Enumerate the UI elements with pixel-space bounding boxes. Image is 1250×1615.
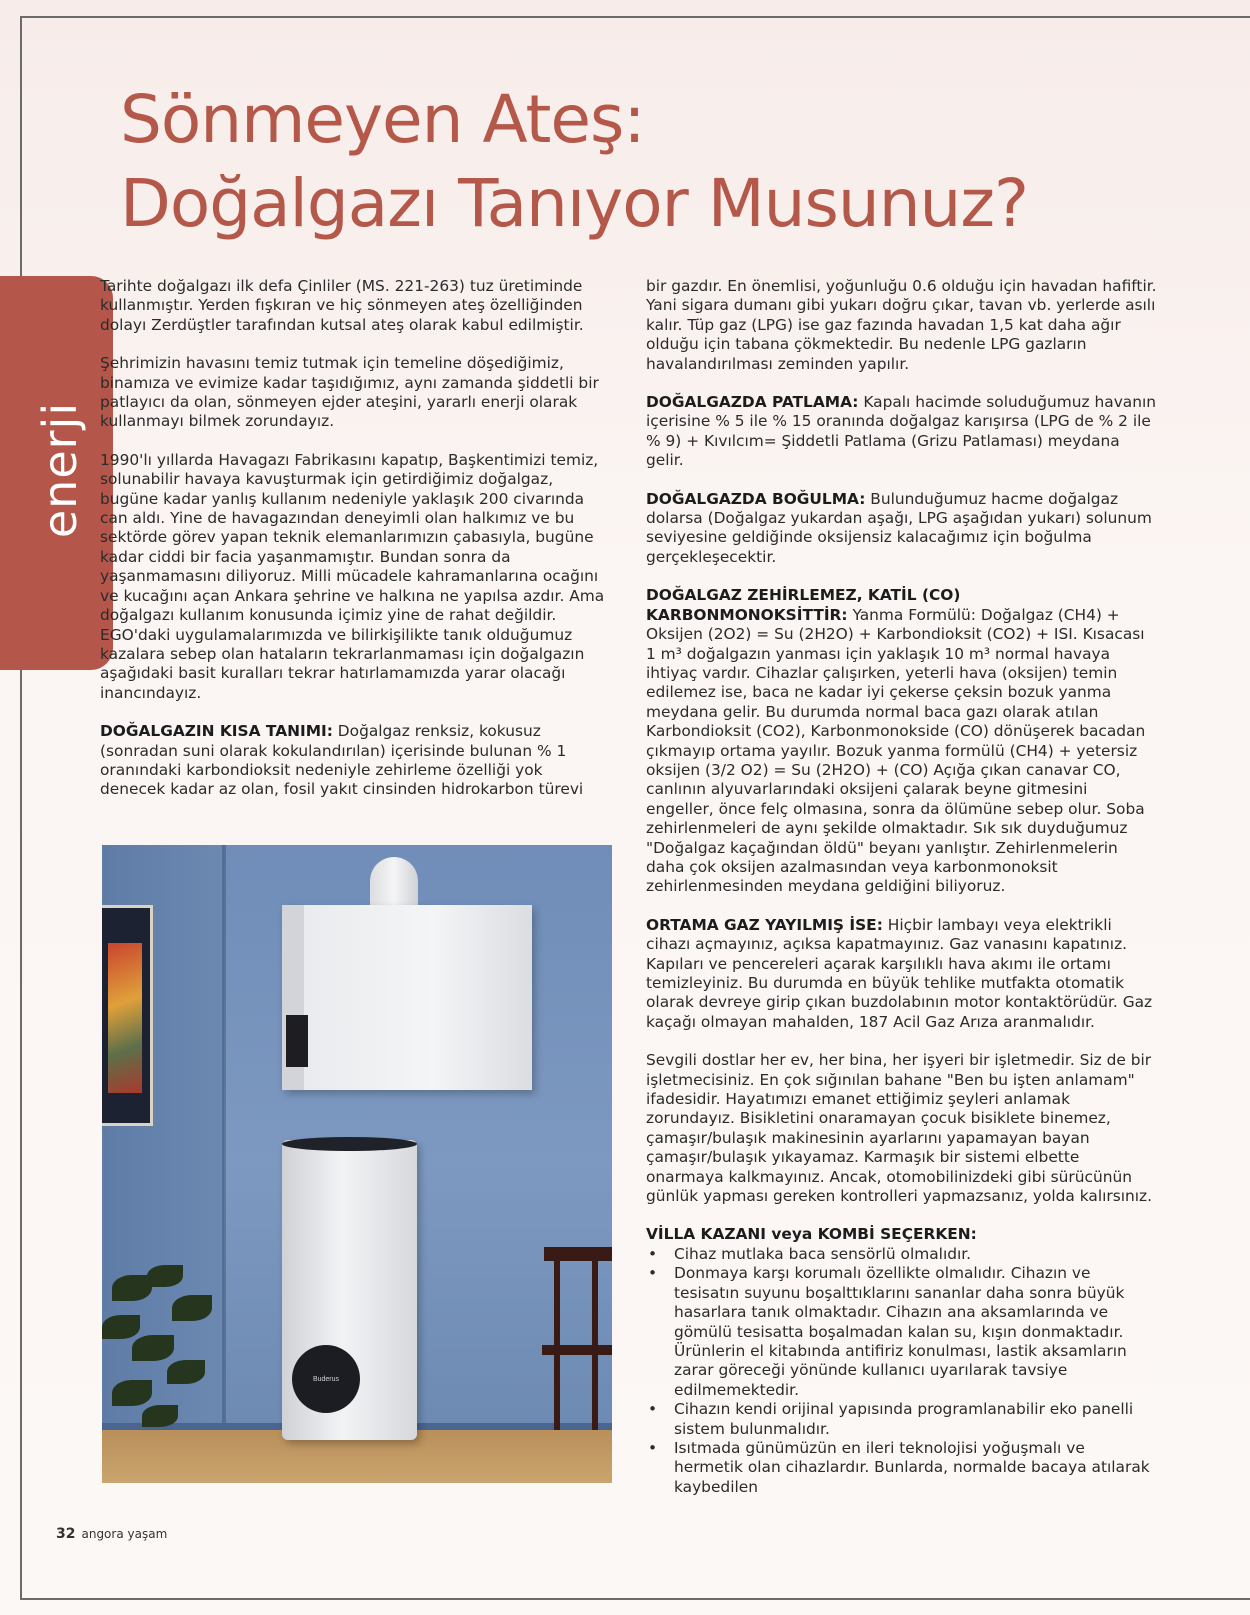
paragraph-explosion xyxy=(646,393,1158,471)
boiler-photo xyxy=(102,845,612,1483)
photo-boiler-flue xyxy=(370,857,418,909)
plant-leaf xyxy=(147,1265,183,1287)
photo-tank-logo: Buderus xyxy=(292,1345,360,1413)
photo-painting xyxy=(102,905,153,1126)
paragraph-city-air: Şehrimizin havasını temiz tutmak için temeline döşediğimiz, binamıza ve evimize kadar taşıdığımız, aynı zamanda şiddetli bir patlayıcı da olan, sönmeyen ejder ateşini, yararlı enerji olarak kullanmayı bilmek zorundayız. xyxy=(100,354,599,431)
photo-wall-boiler xyxy=(282,905,532,1090)
paragraph-carbon-monoxide xyxy=(646,586,1158,897)
plant-leaf xyxy=(112,1380,152,1406)
photo-boiler-panel xyxy=(286,1015,308,1067)
paragraph-operators: Sevgili dostlar her ev, her bina, her işyeri bir işletmedir. Siz de bir işletmecisiniz. En çok sığınılan bahane "Ben bu işten anlamam" ifadesidir. Hayatımızı emanet ettiğimiz şeyleri anlamak zorundayız. Bisikletini onaramayan çocuk bisiklete binemez, çamaşır/bulaşık makinesinin ayarlarını yapamayan bayan çamaşır/bulaşık yıkayamaz. Karmaşık bir sistemi elbette onarmaya kalkmayınız. Ancak, otomobilinizdeki gibi sürücünün günlük yapması gereken kontrolleri yapmazsanız, yolda kalırsınız. xyxy=(646,1051,1152,1206)
text-gas-leak: Hiçbir lambayı veya elektrikli cihazı açmayınız, açıksa kapatmayınız. Gaz vanasını kapatınız. Kapıları ve pencereleri açarak karşılıklı hava akımı ile ortamı temizleyiniz. Bu durumda en büyük tehlike mutfakta otomatik olarak devreye girip çıkan buzdolabının motor kontaktörüdür. Gaz kaçağı olmayan mahalden, 187 Acil Gaz Arıza aranmalıdır. xyxy=(646,915,1153,1031)
plant-leaf xyxy=(167,1360,205,1384)
paragraph-gas-leak xyxy=(646,916,1158,1032)
paragraph-short-definition xyxy=(100,722,612,800)
frame-line-left xyxy=(20,16,22,286)
article-title-line1: Sönmeyen Ateş: xyxy=(120,81,645,158)
text-carbon-monoxide: Yanma Formülü: Doğalgaz (CH4) + Oksijen (2O2) = Su (2H2O) + Karbondioksit (CO2) + ISI. Kısacası 1 m³ doğalgazın yanması için yaklaşık 10 m³ normal havaya ihtiyaç vardır. Cihazlar çalışırken, yeterli hava (oksijen) temin edilemez ise, baca ne kadar iyi çekerse çeksin bozuk yanma meydana gelir. Bu durumda normal baca gazı olarak atılan Karbondioksit (CO2), Karbonmonokside (CO) dönüşerek bacadan çıkmayıp ortama yayılır. Bozuk yanma formülü (CH4) + yetersiz oksijen (3/2 O2) = Su (2H2O) + (CO) Açığa çıkan canavar CO, canlının alyuvarlarındaki oksijeni çalarak beyne gitmesini engeller, önce felç olmasına, sonra da ölümüne sebep olur. Soba zehirlenmeleri de aynı şekilde olmaktadır. Sık sık duyduğumuz "Doğalgaz kaçağından öldü" beyanı yanlıştır. Zehirlenmelerin daha çok oksijen azalmasından veya karbonmonoksit zehirlenmesinden meydana geldiğini biliyoruz. xyxy=(646,605,1146,896)
heading-gas-leak: ORTAMA GAZ YAYILMIŞ İSE: xyxy=(646,915,883,934)
list-item: • Donmaya karşı korumalı özellikte olmalıdır. Cihazın ve tesisatın suyunu boşalttıklarını sananlar daha sonra büyük hasarlara tanık olmaktadır. Cihazın ana aksamlarında ve gömülü tesisatta boşalmadan kalan su, kışın donmaktadır. Ürünlerin el kitabında antifiriz konulması, lastik aksamların zarar göreceği yönünde kullanıcı uyarılarak tavsiye edilmemektedir. xyxy=(646,1264,1158,1400)
photo-chair-seat xyxy=(542,1345,612,1355)
page-number: 32 xyxy=(56,1526,76,1542)
frame-line-left-lower xyxy=(20,670,22,1600)
list-item: • Cihazın kendi orijinal yapısında programlanabilir eko panelli sistem bulunmalıdır. xyxy=(646,1400,1158,1439)
plant-leaf xyxy=(142,1405,178,1427)
text-column-right xyxy=(646,277,1158,1497)
heading-carbon-monoxide: DOĞALGAZ ZEHİRLEMEZ, KATİL (CO) KARBONMONOKSİTTİR: xyxy=(646,586,961,624)
photo-chair-leg xyxy=(592,1255,598,1430)
text-explosion: Kapalı hacimde soluduğumuz havanın içerisine % 5 ile % 15 oranında doğalgaz karışırsa (LPG de % 2 ile % 9) + Kıvılcım= Şiddetli Patlama (Grizu Patlaması) meydana gelir. xyxy=(646,393,1157,470)
heading-suffocation: DOĞALGAZDA BOĞULMA: xyxy=(646,489,866,508)
photo-chair-leg xyxy=(554,1255,560,1430)
list-item: • Cihaz mutlaka baca sensörlü olmalıdır. xyxy=(646,1245,1158,1264)
plant-leaf xyxy=(132,1335,174,1361)
article-title xyxy=(120,78,1120,246)
text-column-left xyxy=(100,277,612,819)
heading-explosion: DOĞALGAZDA PATLAMA: xyxy=(646,393,859,412)
section-boiler-selection xyxy=(646,1225,1158,1497)
paragraph-suffocation xyxy=(646,490,1158,568)
paragraph-density: bir gazdır. En önemlisi, yoğunluğu 0.6 olduğu için havadan hafiftir. Yani sigara dumanı gibi yukarı doğru çıkar, tavan vb. yerlerde asılı kalır. Tüp gaz (LPG) ise gaz fazında havadan 1,5 kat daha ağır olduğu için tabana çökmektedir. Bu nedenle LPG gazların havalandırılması zeminden yapılır. xyxy=(646,277,1157,373)
photo-tank-top xyxy=(282,1137,417,1151)
section-label-box xyxy=(30,400,90,540)
frame-line-top xyxy=(20,16,1250,18)
photo-painting-art xyxy=(108,943,142,1093)
boiler-selection-list xyxy=(646,1245,1158,1497)
list-item: • Isıtmada günümüzün en ileri teknolojisi yoğuşmalı ve hermetik olan cihazlardır. Bunlarda, normalde bacaya atılarak kaybedilen xyxy=(646,1439,1158,1497)
photo-wall-corner xyxy=(222,845,226,1435)
plant-leaf xyxy=(172,1295,212,1321)
heading-boiler-selection: VİLLA KAZANI veya KOMBİ SEÇERKEN: xyxy=(646,1225,977,1244)
heading-short-definition: DOĞALGAZIN KISA TANIMI: xyxy=(100,722,333,741)
frame-line-bottom xyxy=(20,1598,1250,1600)
magazine-name: angora yaşam xyxy=(81,1527,168,1541)
page-footer xyxy=(56,1526,167,1542)
text-short-definition: Doğalgaz renksiz, kokusuz (sonradan suni olarak kokulandırılan) içerisinde bulunan % 1 oranındaki karbondioksit nedeniyle zehirleme özelliği yok denecek kadar az olan, fosil yakıt cinsinden hidrokarbon türevi xyxy=(100,722,584,799)
photo-plant xyxy=(102,1265,222,1435)
paragraph-1990s: 1990'lı yıllarda Havagazı Fabrikasını kapatıp, Başkentimizi temiz, solunabilir havaya kavuşturmak için getirdiğimiz doğalgaz, bugüne kadar yanlış kullanım nedeniyle yaklaşık 200 civarında can aldı. Yine de havagazından deneyimli olan halkımız ve bu sektörde görev yapan teknik elemanlarımızın çabasıyla, bugüne kadar ciddi bir facia yaşanmamıştır. Bundan sonra da yaşanmamasını diliyoruz. Milli mücadele kahramanlarına ocağını ve kucağını açan Ankara şehrine ve halkına ne yapılsa azdır. Ama doğalgazı kullanım konusunda içimiz yine de rahat değildir. EGO'daki uygulamalarımızda ve bilirkişilikte tanık olduğumuz kazalara sebep olan hataların tekrarlanmaması için doğalgazın aşağıdaki basit kuralları tekrar hatırlamamızda yarar olacağı inancındayız. xyxy=(100,450,605,702)
paragraph-history: Tarihte doğalgazı ilk defa Çinliler (MS. 221-263) tuz üretiminde kullanmıştır. Yerden fışkıran ve hiç sönmeyen ateş özelliğinden dolayı Zerdüştler tarafından kutsal ateş olarak kabul edilmiştir. xyxy=(100,277,584,334)
article-title-line2: Doğalgazı Tanıyor Musunuz? xyxy=(120,165,1029,242)
plant-leaf xyxy=(102,1315,140,1339)
section-label: enerji xyxy=(33,401,88,539)
text-suffocation: Bulunduğumuz hacme doğalgaz dolarsa (Doğalgaz yukardan aşağı, LPG aşağıdan yukarı) solunum seviyesine geldiğinde oksijensiz kalacağımız için boğulma gerçekleşecektir. xyxy=(646,489,1152,566)
plant-leaf xyxy=(112,1275,152,1301)
